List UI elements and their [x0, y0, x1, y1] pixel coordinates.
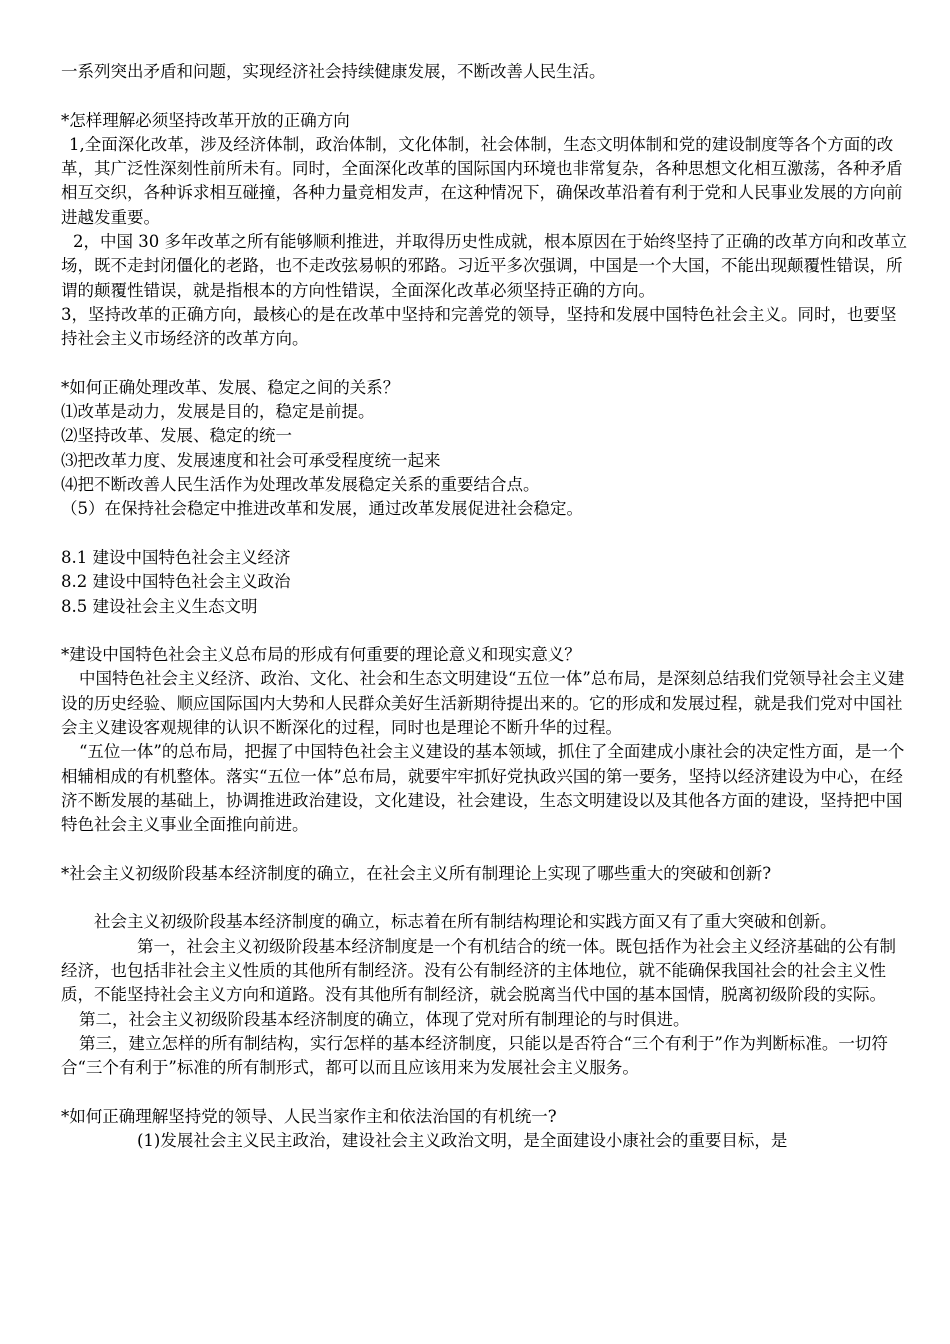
- answer-third-point: 第三，建立怎样的所有制结构，实行怎样的基本经济制度，只能以是否符合“三个有利于”作为判断标准。一切符合“三个有利于”标准的所有制形式，都可以而且应该用来为发展社会主义服务。: [61, 1033, 888, 1078]
- answer-point-3: 3，坚持改革的正确方向，最核心的是在改革中坚持和完善党的领导，坚持和发展中国特色社会主义。同时，也要坚持社会主义市场经济的改革方向。: [61, 304, 897, 349]
- answer-second-point: 第二，社会主义初级阶段基本经济制度的确立，体现了党对所有制理论的与时俱进。: [79, 1009, 690, 1029]
- list-item-2: ⑵坚持改革、发展、稳定的统一: [61, 426, 292, 446]
- answer-first-point: 第一，社会主义初级阶段基本经济制度是一个有机结合的统一体。既包括作为社会主义经济基础的公有制经济，也包括非社会主义性质的其他所有制经济。没有公有制经济的主体地位，就不能确保我国社会的社会主义性质，不能坚持社会主义方向和道路。没有其他所有制经济，就会脱离当代中国的基本国情，脱离初级阶段的实际。: [61, 936, 896, 1005]
- section-heading-8-5: 8.5 建设社会主义生态文明: [61, 596, 258, 616]
- list-item-5: （5）在保持社会稳定中推进改革和发展，通过改革发展促进社会稳定。: [61, 499, 583, 519]
- question-heading-organic-unity: *如何正确理解坚持党的领导、人民当家作主和依法治国的有机统一?: [61, 1106, 557, 1126]
- question-heading-economic-system: *社会主义初级阶段基本经济制度的确立，在社会主义所有制理论上实现了哪些重大的突破和创新?: [61, 863, 772, 883]
- answer-paragraph-1: 中国特色社会主义经济、政治、文化、社会和生态文明建设“五位一体”总布局，是深刻总结我们党领导社会主义建设的历史经验、顺应国际国内大势和人民群众美好生活新期待提出来的。它的形成和发展过程，就是我们党对中国社会主义建设客观规律的认识不断深化的过程，同时也是理论不断升华的过程。: [61, 669, 905, 738]
- section-heading-8-2: 8.2 建设中国特色社会主义政治: [61, 572, 291, 592]
- answer-point-1-truncated: (1)发展社会主义民主政治，建设社会主义政治文明，是全面建设小康社会的重要目标，是: [137, 1131, 788, 1151]
- question-heading-reform-development-stability: *如何正确处理改革、发展、稳定之间的关系？: [61, 377, 400, 397]
- answer-point-2: 2，中国 30 多年改革之所有能够顺利推进，并取得历史性成就，根本原因在于始终坚持了正确的改革方向和改革立场，既不走封闭僵化的老路，也不走改弦易帜的邪路。习近平多次强调，中国是一个大国，不能出现颠覆性错误，所谓的颠覆性错误，就是指根本的方向性错误，全面深化改革必须坚持正确的方向。: [61, 232, 907, 300]
- list-item-4: ⑷把不断改善人民生活作为处理改革发展稳定关系的重要结合点。: [61, 475, 540, 495]
- list-item-3: ⑶把改革力度、发展速度和社会可承受程度统一起来: [61, 450, 441, 470]
- paragraph-continuation: 一系列突出矛盾和问题，实现经济社会持续健康发展，不断改善人民生活。: [61, 62, 606, 81]
- answer-paragraph-2: “五位一体”的总布局，把握了中国特色社会主义建设的基本领域，抓住了全面建成小康社会的决定性方面，是一个相辅相成的有机整体。落实“五位一体”总布局，就要牢牢抓好党执政兴国的第一要务，坚持以经济建设为中心，在经济不断发展的基础上，协调推进政治建设，文化建设，社会建设，生态文明建设以及其他各方面的建设，坚持把中国特色社会主义事业全面推向前进。: [61, 742, 905, 835]
- list-item-1: ⑴改革是动力，发展是目的，稳定是前提。: [61, 402, 375, 422]
- document-page: [61, 60, 911, 1153]
- question-heading-reform-direction: *怎样理解必须坚持改革开放的正确方向: [61, 110, 350, 130]
- answer-intro: 社会主义初级阶段基本经济制度的确立，标志着在所有制结构理论和实践方面又有了重大突破和创新。: [94, 912, 837, 932]
- answer-point-1: 1,全面深化改革，涉及经济体制，政治体制，文化体制，社会体制，生态文明体制和党的建设制度等各个方面的改革，其广泛性深刻性前所未有。同时，全面深化改革的国际国内环境也非常复杂，各种思想文化相互激荡，各种矛盾相互交织，各种诉求相互碰撞，各种力量竞相发声，在这种情况下，确保改革沿着有利于党和人民事业发展的方向前进越发重要。: [61, 134, 903, 227]
- question-heading-overall-layout: *建设中国特色社会主义总布局的形成有何重要的理论意义和现实意义？: [61, 645, 581, 665]
- section-heading-8-1: 8.1 建设中国特色社会主义经济: [61, 547, 291, 567]
